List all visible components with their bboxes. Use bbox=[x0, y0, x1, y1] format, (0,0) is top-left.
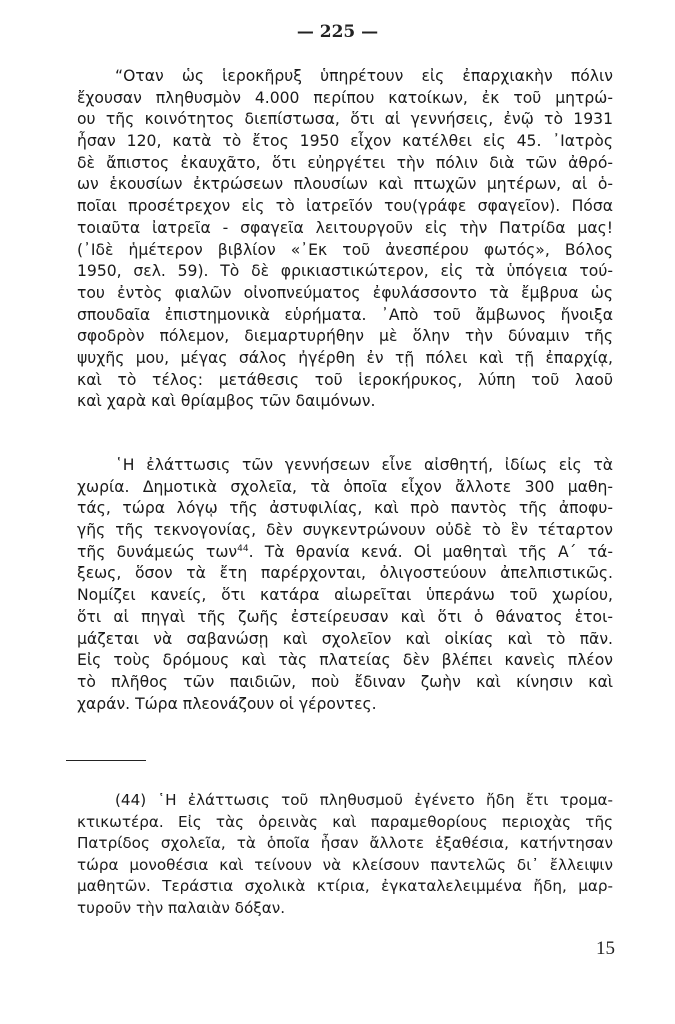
footnote-line: μαθητῶν. Τεράστια σχολικὰ κτίρια, ἐγκαταλελειμμένα ἤδη, μαρ- bbox=[77, 877, 613, 896]
footnote-reference: 44 bbox=[237, 543, 249, 554]
text-line: ὅτι αἱ πηγαὶ τῆς ζωῆς ἐστείρευσαν καὶ ὅτι ὁ θάνατος ἑτοι- bbox=[77, 607, 613, 626]
text-line: τάς, τώρα λόγῳ τῆς ἀστυφιλίας, καὶ πρὸ παντὸς τῆς ἀποφυ- bbox=[77, 499, 613, 518]
footnote bbox=[77, 790, 613, 920]
text-line: ψυχῆς μου, μέγας σάλος ἠγέρθη ἐν τῇ πόλει καὶ τῇ ἐπαρχίᾳ, bbox=[77, 348, 613, 367]
text-line: Εἰς τοὺς δρόμους καὶ τὰς πλατείας δὲν βλέπει κανεὶς πλέον bbox=[77, 651, 613, 670]
text-fragment: τῆς δυνάμεώς των bbox=[77, 542, 238, 561]
text-line-with-footnote-ref bbox=[77, 542, 613, 564]
footnote-line: (44) ῾Η ἐλάττωσις τοῦ πληθυσμοῦ ἐγένετο ἤδη ἔτι τρομα- bbox=[115, 791, 613, 809]
text-line: ἦσαν 120, κατὰ τὸ ἔτος 1950 εἶχον κατέλθει εἰς 45. ᾿Ιατρὸς bbox=[77, 132, 613, 151]
text-line: γῆς τῆς τεκνογονίας, δὲν συγκεντρώνουν οὐδὲ τὸ ἓν τέταρτον bbox=[77, 521, 613, 540]
text-line: τὸ πλῆθος τῶν παιδιῶν, ποὺ ἔδιναν ζωὴν καὶ κίνησιν καὶ bbox=[77, 672, 613, 691]
text-line: ξεως, ὅσον τὰ ἔτη παρέρχονται, ὀλιγοστεύουν ἀπελπιστικῶς. bbox=[77, 564, 613, 583]
footnote-line: τώρα μονοθέσια καὶ τείνουν νὰ κλείσουν παντελῶς δι᾿ ἔλλειψιν bbox=[77, 855, 613, 874]
text-fragment: . Τὰ θρανία κενά. Οἱ μαθηταὶ τῆς Α΄ τά- bbox=[248, 542, 613, 561]
text-line: ων ἑκουσίων ἐκτρώσεων πλουσίων καὶ πτωχῶν μητέρων, αἱ ὁ- bbox=[77, 175, 613, 194]
text-line: τοιαῦτα ἰατρεῖα - σφαγεῖα λειτουργοῦν εἰς τὴν Πατρίδα μας! bbox=[77, 218, 613, 237]
text-line: μάζεται νὰ σαβανώσῃ καὶ σχολεῖον καὶ οἰκίας καὶ τὸ πᾶν. bbox=[77, 629, 613, 648]
text-line: δὲ ἄπιστος ἐκαυχᾶτο, ὅτι εὐηργέτει τὴν πόλιν διὰ τῶν ἀθρό- bbox=[77, 153, 613, 172]
footnote-line: Πατρίδος σχολεῖα, τὰ ὁποῖα ἦσαν ἄλλοτε ἑξαθέσια, κατήντησαν bbox=[77, 834, 613, 853]
page-header: — 225 — bbox=[296, 22, 379, 42]
text-line: σπουδαῖα ἐπιστημονικὰ εὑρήματα. ᾿Απὸ τοῦ ἄμβωνος ἤνοιξα bbox=[77, 305, 613, 324]
text-line: (᾿Ιδὲ ἡμέτερον βιβλίον «᾿Εκ τοῦ ἀνεσπέρου φωτός», Βόλος bbox=[77, 240, 613, 259]
text-line: σφοδρὸν πόλεμον, διεμαρτυρήθην μὲ ὅλην τὴν δύναμιν τῆς bbox=[77, 327, 613, 346]
text-line: καὶ χαρὰ καὶ θρίαμβος τῶν δαιμόνων. bbox=[77, 392, 376, 411]
text-line: “Οταν ὡς ἱεροκῆρυξ ὑπηρέτουν εἰς ἐπαρχιακὴν πόλιν bbox=[115, 67, 613, 85]
text-line: ου τῆς κοινότητος διεπίστωσα, ὅτι αἱ γεννήσεις, ἐνῷ τὸ 1931 bbox=[77, 110, 613, 129]
page-number: 15 bbox=[596, 938, 615, 959]
text-line: χαράν. Τώρα πλεονάζουν οἱ γέροντες. bbox=[77, 694, 377, 713]
text-line: ποῖαι προσέτρεχον εἰς τὸ ἰατρεῖόν του(γράφε σφαγεῖον). Πόσα bbox=[77, 197, 613, 216]
text-line: ῾Η ἐλάττωσις τῶν γεννήσεων εἶνε αἰσθητή, ἰδίως εἰς τὰ bbox=[115, 456, 613, 474]
text-line: ἔχουσαν πληθυσμὸν 4.000 περίπου κατοίκων, ἐκ τοῦ μητρώ- bbox=[77, 88, 613, 107]
paragraph-1 bbox=[77, 66, 613, 413]
text-line: Νομίζει κανείς, ὅτι κατάρα αἰωρεῖται ὑπεράνω τοῦ χωρίου, bbox=[77, 586, 613, 605]
text-line: 1950, σελ. 59). Τὸ δὲ φρικιαστικώτερον, εἰς τὰ ὑπόγεια τού- bbox=[77, 262, 613, 281]
footnote-line: τυροῦν τὴν παλαιὰν δόξαν. bbox=[77, 898, 286, 917]
paragraph-2 bbox=[77, 455, 613, 715]
text-line: καὶ τὸ τέλος: μετάθεσις τοῦ ἱεροκήρυκος, λύπη τοῦ λαοῦ bbox=[77, 370, 613, 389]
footnote-line: κτικωτέρα. Εἰς τὰς ὀρεινὰς καὶ παραμεθορίους περιοχὰς τῆς bbox=[77, 812, 613, 831]
text-line: χωρία. Δημοτικὰ σχολεῖα, τὰ ὁποῖα εἶχον ἄλλοτε 300 μαθη- bbox=[77, 477, 613, 496]
text-line: του ἐντὸς φιαλῶν οἰνοπνεύματος ἐφυλάσσοντο τὰ ἔμβρυα ὡς bbox=[77, 283, 613, 302]
footnote-separator bbox=[66, 760, 146, 761]
